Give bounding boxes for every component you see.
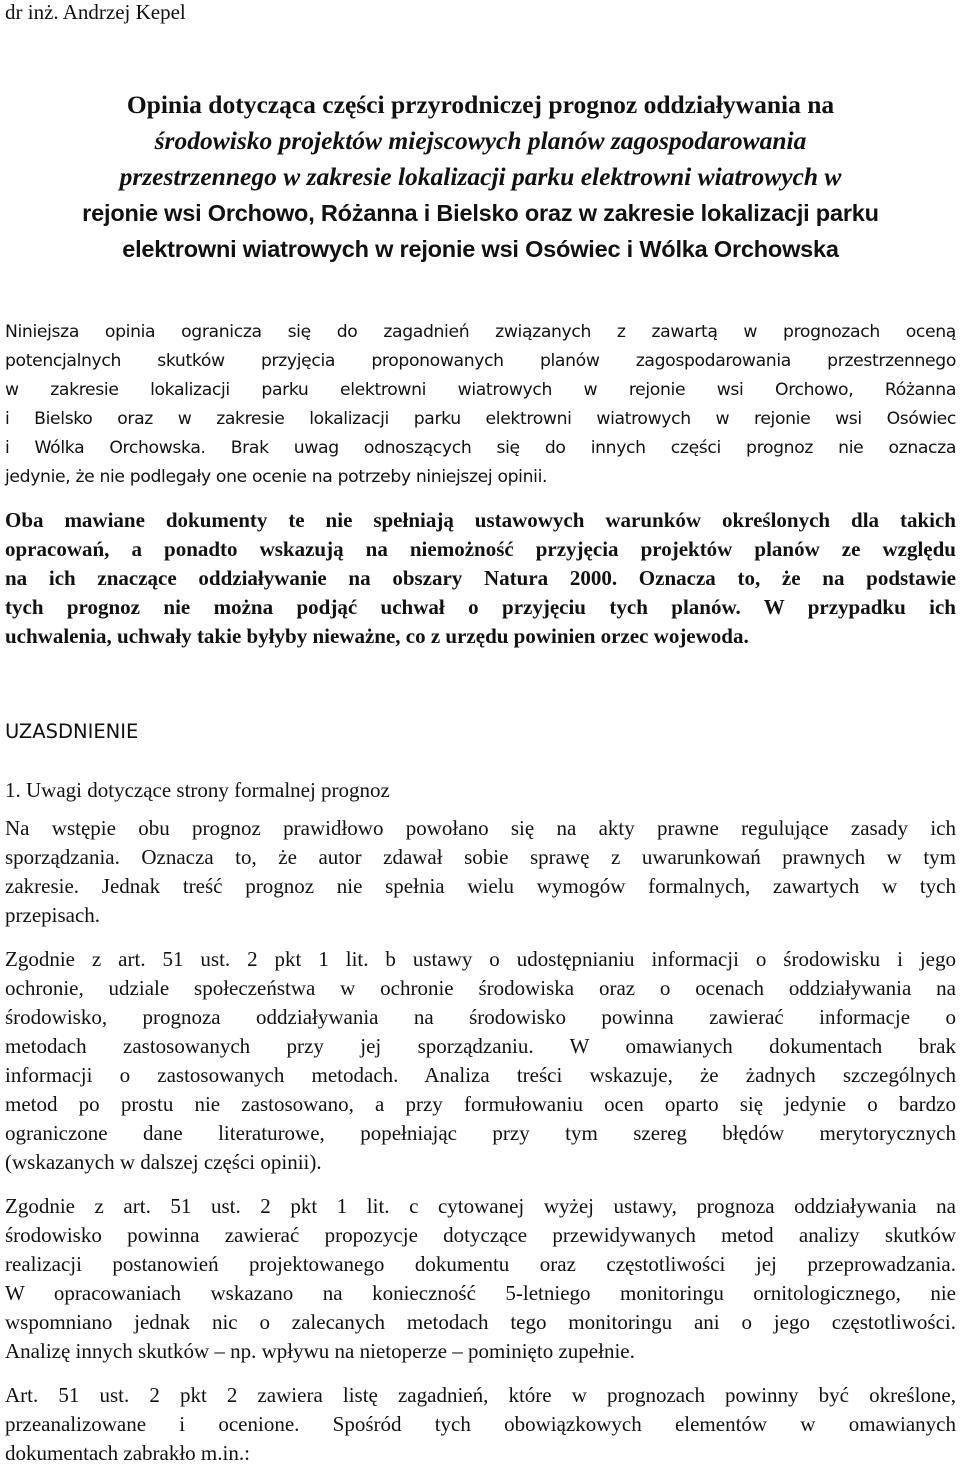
paragraph-line: przeanalizowane i ocenione. Spośród tych obowiązkowych elementów w omawianych [5, 1412, 956, 1437]
paragraph-line: (wskazanych w dalszej części opinii). [5, 1150, 322, 1175]
paragraph-line: dokumentach zabrakło m.in.: [5, 1441, 250, 1466]
intro-paragraph [5, 318, 956, 491]
paragraph-line: informacji o zastosowanych metodach. Analiza treści wskazuje, że żadnych szczególnych [5, 1063, 956, 1088]
paragraph-line: Na wstępie obu prognoz prawidłowo powołano się na akty prawne regulujące zasady ich [5, 816, 956, 841]
intro-line: i Wólka Orchowska. Brak uwag odnoszących się do innych części prognoz nie oznacza [5, 437, 956, 458]
justification-heading: UZASDNIENIE [5, 720, 139, 744]
intro-line: i Bielsko oraz w zakresie lokalizacji parku elektrowni wiatrowych w rejonie wsi Osówiec [5, 408, 956, 429]
paragraph-line: wspomniano jednak nic o zalecanych metodach tego monitoringu ani o jego częstotliwości. [5, 1310, 956, 1335]
paragraph-line: zakresie. Jednak treść prognoz nie spełnia wielu wymogów formalnych, zawartych w tych [5, 874, 956, 899]
title-line: rejonie wsi Orchowo, Różanna i Bielsko oraz w zakresie lokalizacji parku [82, 200, 879, 226]
author-name: dr inż. Andrzej Kepel [5, 0, 186, 24]
body-paragraph [5, 1192, 956, 1366]
conclusion-paragraph [5, 506, 956, 651]
paragraph-line: Zgodnie z art. 51 ust. 2 pkt 1 lit. c cytowanej wyżej ustawy, prognoza oddziaływania na [5, 1194, 956, 1219]
paragraph-line: ochronie, udziale społeczeństwa w ochronie środowiska oraz o ocenach oddziaływania na [5, 976, 956, 1001]
title-line: środowisko projektów miejscowych planów zagospodarowania [154, 126, 807, 155]
body-paragraph [5, 1381, 956, 1468]
body-paragraph [5, 945, 956, 1177]
paragraph-line: W opracowaniach wskazano na konieczność 5-letniego monitoringu ornitologicznego, nie [5, 1281, 956, 1306]
document-title [5, 87, 956, 267]
title-line: Opinia dotycząca części przyrodniczej prognoz oddziaływania na [126, 90, 835, 119]
paragraph-line: przepisach. [5, 903, 101, 928]
section-heading: 1. Uwagi dotyczące strony formalnej prognoz [5, 778, 390, 803]
paragraph-line: metod po prostu nie zastosowano, a przy formułowaniu ocen oparto się jedynie o bardzo [5, 1092, 956, 1117]
intro-line: jedynie, że nie podlegały one ocenie na potrzeby niniejszej opinii. [5, 466, 548, 487]
conclusion-line: opracowań, a ponadto wskazują na niemożność przyjęcia projektów planów ze względu [5, 537, 956, 562]
paragraph-line: Analizę innych skutków – np. wpływu na nietoperze – pominięto zupełnie. [5, 1339, 635, 1364]
paragraph-line: metodach zastosowanych przy jej sporządzaniu. W omawianych dokumentach brak [5, 1034, 956, 1059]
paragraph-line: środowisko powinna zawierać propozycje dotyczące przewidywanych metod analizy skutków [5, 1223, 956, 1248]
paragraph-line: sporządzania. Oznacza to, że autor zdawał sobie sprawę z uwarunkowań prawnych w tym [5, 845, 956, 870]
paragraph-line: Zgodnie z art. 51 ust. 2 pkt 1 lit. b ustawy o udostępnianiu informacji o środowisku i jego [5, 947, 956, 972]
title-line: elektrowni wiatrowych w rejonie wsi Osówiec i Wólka Orchowska [122, 236, 839, 262]
conclusion-line: na ich znaczące oddziaływanie na obszary Natura 2000. Oznacza to, że na podstawie [5, 566, 956, 591]
conclusion-line: uchwalenia, uchwały takie byłyby nieważne, co z urzędu powinien orzec wojewoda. [5, 624, 749, 649]
paragraph-line: Art. 51 ust. 2 pkt 2 zawiera listę zagadnień, które w prognozach powinny być określone, [5, 1383, 956, 1408]
body-paragraph [5, 814, 956, 930]
paragraph-line: realizacji postanowień projektowanego dokumentu oraz częstotliwości jej przeprowadzania. [5, 1252, 956, 1277]
intro-line: w zakresie lokalizacji parku elektrowni wiatrowych w rejonie wsi Orchowo, Różanna [5, 379, 956, 400]
intro-line: potencjalnych skutków przyjęcia proponowanych planów zagospodarowania przestrzennego [5, 350, 956, 371]
paragraph-line: ograniczone dane literaturowe, popełniając przy tym szereg błędów merytorycznych [5, 1121, 956, 1146]
intro-line: Niniejsza opinia ogranicza się do zagadnień związanych z zawartą w prognozach oceną [5, 322, 956, 342]
paragraph-line: środowisko, prognoza oddziaływania na środowisko powinna zawierać informacje o [5, 1005, 956, 1030]
title-line: przestrzennego w zakresie lokalizacji parku elektrowni wiatrowych w [119, 162, 842, 191]
conclusion-line: Oba mawiane dokumenty te nie spełniają ustawowych warunków określonych dla takich [5, 508, 956, 533]
conclusion-line: tych prognoz nie można podjąć uchwał o przyjęciu tych planów. W przypadku ich [5, 595, 956, 620]
